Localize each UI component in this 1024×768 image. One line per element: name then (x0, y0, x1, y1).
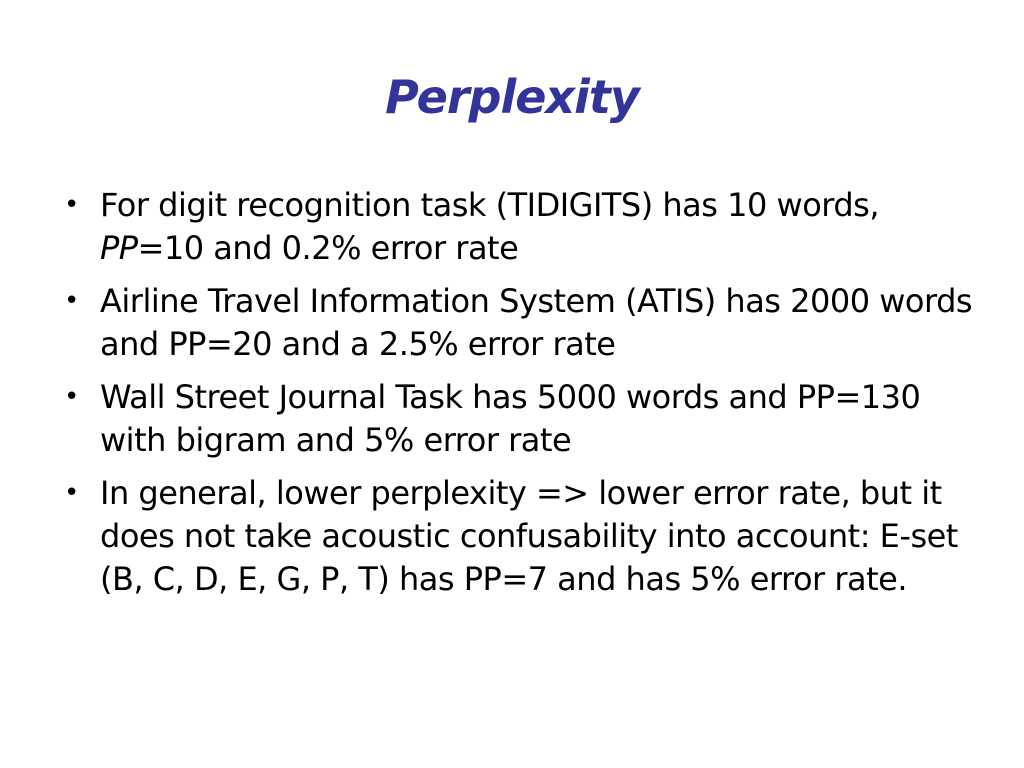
bullet-list (60, 184, 980, 611)
bullet-text-pp-italic: PP (100, 229, 138, 267)
slide-title: Perplexity (385, 70, 639, 124)
bullet-icon: • (64, 478, 79, 508)
bullet-icon: • (64, 382, 79, 412)
bullet-item-general (60, 472, 980, 601)
bullet-item-atis (60, 280, 980, 366)
bullet-icon: • (64, 286, 79, 316)
bullet-icon: • (64, 190, 79, 220)
bullet-item-wsj (60, 376, 980, 462)
bullet-text: Wall Street Journal Task has 5000 words and PP=130 with bigram and 5% error rate (100, 378, 921, 459)
bullet-text: In general, lower perplexity => lower error rate, but it does not take acoustic confusability into account: E-set (B, C, D, E, G, P, T) has PP=7 and has 5% error rate. (100, 474, 958, 598)
bullet-text-part: For digit recognition task (TIDIGITS) has 10 words, (100, 186, 880, 224)
bullet-text: Airline Travel Information System (ATIS) has 2000 words and PP=20 and a 2.5% error rate (100, 282, 973, 363)
bullet-text-part: =10 and 0.2% error rate (137, 229, 519, 267)
bullet-item-tidigits (60, 184, 980, 270)
